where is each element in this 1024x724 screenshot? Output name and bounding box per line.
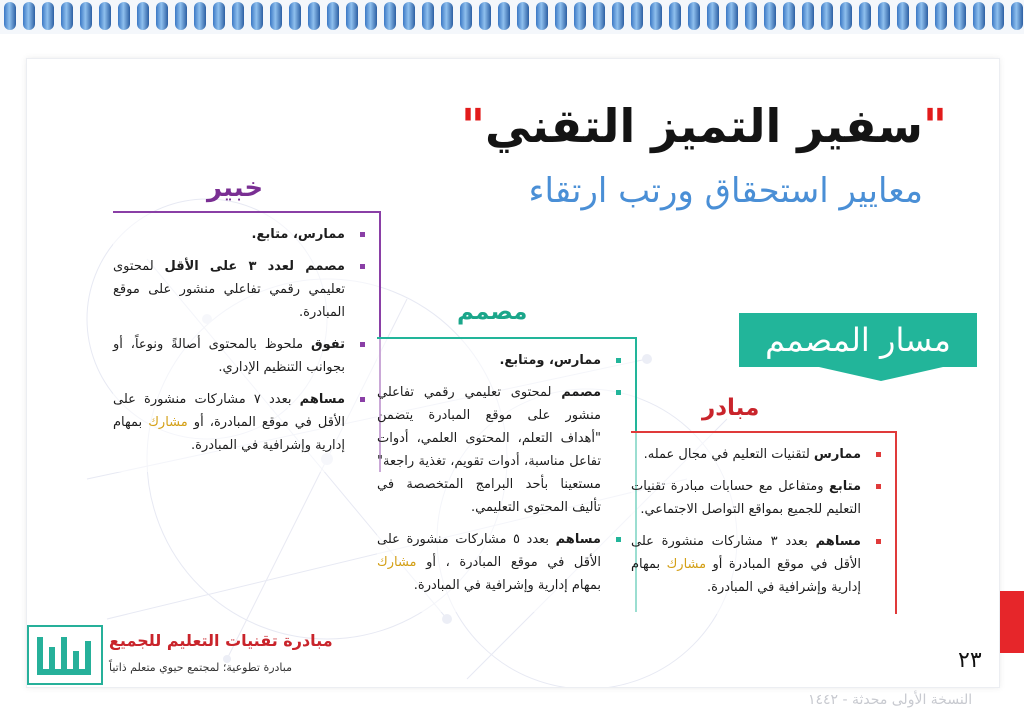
logo-icon xyxy=(29,627,101,683)
criteria-text2: بمهام إدارية وإشرافية في المبادرة. xyxy=(413,578,601,593)
page-title: "سفير التميز التقني" xyxy=(461,99,947,153)
criteria-hl: مشارك xyxy=(148,415,188,430)
binding-ring xyxy=(593,2,605,30)
binding-ring xyxy=(688,2,700,30)
binding-ring xyxy=(954,2,966,30)
binding-ring xyxy=(1011,2,1023,30)
binding-ring xyxy=(365,2,377,30)
binding-ring xyxy=(764,2,776,30)
binding-ring xyxy=(213,2,225,30)
square-bullet-icon xyxy=(876,452,881,457)
binding-ring xyxy=(460,2,472,30)
criteria-card-expert xyxy=(113,211,381,472)
binding-ring xyxy=(859,2,871,30)
criteria-text: ومتفاعل مع حسابات مبادرة تقنيات التعليم للجميع بمواقع التواصل الاجتماعي. xyxy=(631,479,861,517)
square-bullet-icon xyxy=(360,264,365,269)
criteria-list-starter xyxy=(631,443,885,599)
binding-ring xyxy=(631,2,643,30)
criteria-item xyxy=(113,333,369,379)
binding-ring xyxy=(384,2,396,30)
criteria-text: بعدد ٣ مشاركات منشورة على الأقل في موقع المبادرة أو xyxy=(631,534,861,572)
criteria-bold: مصمم xyxy=(561,385,601,400)
binding-ring xyxy=(650,2,662,30)
square-bullet-icon xyxy=(616,358,621,363)
binding-ring xyxy=(175,2,187,30)
binding-ring xyxy=(23,2,35,30)
square-bullet-icon xyxy=(360,342,365,347)
criteria-item xyxy=(631,443,885,466)
binding-ring xyxy=(574,2,586,30)
criteria-text: لتقنيات التعليم في مجال عمله. xyxy=(643,447,814,462)
criteria-item xyxy=(113,255,369,324)
criteria-list-designer xyxy=(377,349,625,597)
binding-ring xyxy=(726,2,738,30)
binding-ring xyxy=(517,2,529,30)
binding-ring xyxy=(308,2,320,30)
criteria-text2: بمهام إدارية وإشرافية في المبادرة. xyxy=(631,557,861,595)
binding-ring xyxy=(479,2,491,30)
square-bullet-icon xyxy=(360,397,365,402)
binding-ring xyxy=(783,2,795,30)
binding-ring xyxy=(289,2,301,30)
square-bullet-icon xyxy=(876,539,881,544)
criteria-item xyxy=(377,381,625,519)
criteria-bold: مساهم xyxy=(299,392,345,407)
track-label-tab xyxy=(819,367,943,381)
criteria-hl: مشارك xyxy=(377,555,417,570)
binding-ring xyxy=(156,2,168,30)
square-bullet-icon xyxy=(616,537,621,542)
binding-ring xyxy=(251,2,263,30)
binding-ring xyxy=(42,2,54,30)
criteria-text: بعدد ٥ مشاركات منشورة على الأقل في موقع المبادرة ، أو xyxy=(377,532,601,570)
criteria-hl: مشارك xyxy=(666,557,707,572)
criteria-text: ملحوظ بالمحتوى أصالةً ونوعاً، أو بجوانب التنظيم الإداري. xyxy=(113,337,345,375)
level-title-designer: مصمم xyxy=(457,299,528,325)
criteria-text: لمحتوى تعليمي رقمي تفاعلي منشور على موقع المبادرة. xyxy=(113,259,345,320)
binding-ring xyxy=(669,2,681,30)
criteria-bold: مساهم xyxy=(555,532,601,547)
binding-ring xyxy=(403,2,415,30)
initiative-logo-mark xyxy=(27,625,103,685)
criteria-card-designer xyxy=(377,337,637,612)
binding-ring xyxy=(137,2,149,30)
binding-ring xyxy=(612,2,624,30)
binding-ring xyxy=(935,2,947,30)
page-subtitle: معايير استحقاق ورتب ارتقاء xyxy=(528,171,923,211)
criteria-text2: بمهام إدارية وإشرافية في المبادرة. xyxy=(113,415,345,453)
track-label: مسار المصمم xyxy=(739,313,977,367)
square-bullet-icon xyxy=(876,484,881,489)
level-title-expert: خبير xyxy=(207,173,264,203)
criteria-bold: مصمم لعدد ٣ على الأقل xyxy=(164,259,345,274)
binding-ring xyxy=(61,2,73,30)
initiative-name: مبادرة تقنيات التعليم للجميع xyxy=(109,631,333,650)
binding-ring xyxy=(916,2,928,30)
page-number: ٢٣ xyxy=(958,648,982,673)
binding-ring xyxy=(821,2,833,30)
edition-note: النسخة الأولى محدثة - ١٤٤٢ xyxy=(808,692,973,708)
binding-ring xyxy=(118,2,130,30)
binding-ring xyxy=(555,2,567,30)
binding-ring xyxy=(346,2,358,30)
binding-ring xyxy=(99,2,111,30)
binding-ring xyxy=(878,2,890,30)
page-number-tab xyxy=(1000,591,1024,653)
binding-ring xyxy=(80,2,92,30)
binding-ring xyxy=(973,2,985,30)
page-sheet xyxy=(26,58,1000,688)
binding-ring xyxy=(232,2,244,30)
binding-ring xyxy=(745,2,757,30)
criteria-item xyxy=(631,530,885,599)
criteria-bold: متابع xyxy=(829,479,861,494)
binding-ring xyxy=(498,2,510,30)
criteria-bold: ممارس xyxy=(813,447,861,462)
binding-ring xyxy=(707,2,719,30)
criteria-item xyxy=(113,388,369,457)
criteria-item xyxy=(377,349,625,372)
criteria-text: لمحتوى تعليمي رقمي تفاعلي منشور على موقع المبادرة يتضمن "أهداف التعلم، المحتوى العلمي، أدوات تفاعل مناسبة، أدوات تقويم، تغذية راجعة" مستعينا بأحد البرامج المتخصصة في تأليف المحتوى التعليمي. xyxy=(377,385,601,515)
binding-ring xyxy=(270,2,282,30)
criteria-bold: تفوق xyxy=(310,337,345,352)
binding-ring xyxy=(4,2,16,30)
binding-ring xyxy=(441,2,453,30)
binding-ring xyxy=(802,2,814,30)
criteria-text: بعدد ٧ مشاركات منشورة على الأقل في موقع المبادرة، أو xyxy=(113,392,345,430)
level-title-starter: مبادر xyxy=(702,395,760,421)
spiral-binding xyxy=(0,0,1024,34)
criteria-item xyxy=(113,223,369,246)
binding-ring xyxy=(536,2,548,30)
binding-ring xyxy=(897,2,909,30)
criteria-bold: ممارس، ومتابع. xyxy=(499,353,601,368)
square-bullet-icon xyxy=(616,390,621,395)
binding-ring xyxy=(992,2,1004,30)
criteria-item xyxy=(631,475,885,521)
square-bullet-icon xyxy=(360,232,365,237)
initiative-tagline: مبادرة تطوعية؛ لمجتمع حيوي متعلم ذاتياً xyxy=(109,661,292,674)
criteria-bold: ممارس، متابع. xyxy=(251,227,345,242)
criteria-list-expert xyxy=(113,223,369,457)
criteria-card-starter xyxy=(631,431,897,614)
binding-ring xyxy=(194,2,206,30)
binding-ring xyxy=(840,2,852,30)
binding-ring xyxy=(422,2,434,30)
page-title-text: سفير التميز التقني xyxy=(484,99,924,153)
criteria-item xyxy=(377,528,625,597)
binding-ring xyxy=(327,2,339,30)
criteria-bold: مساهم xyxy=(815,534,861,549)
